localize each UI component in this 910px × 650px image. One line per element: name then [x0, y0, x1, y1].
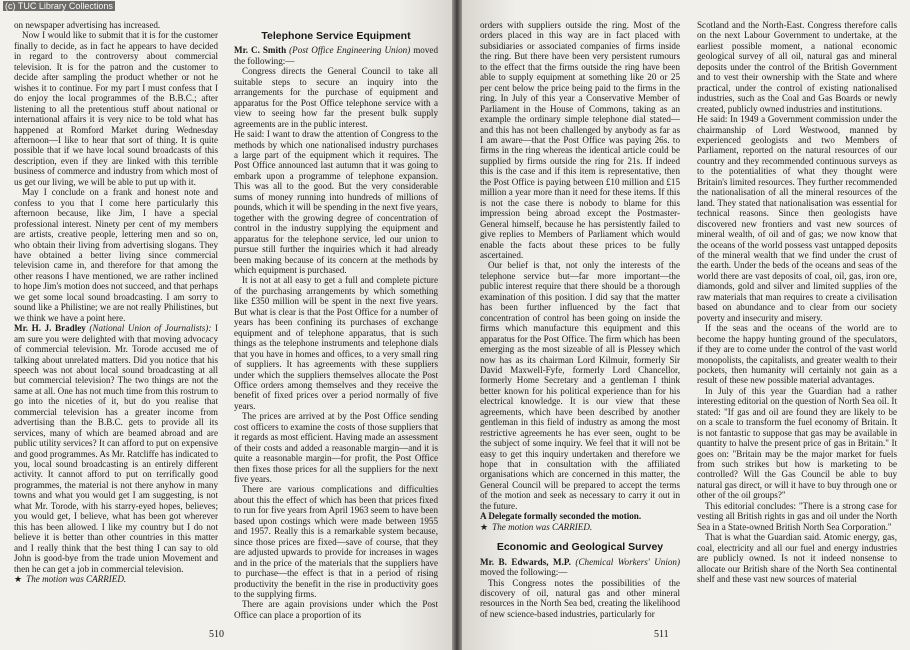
- paragraph: That is what the Guardian said. Atomic energy, gas, coal, electricity and all our fuel and energy industries are publicly owned. Is not it indeed nonsense to allocate our British share of the North Sea continental shelf and these vast new sources of material: [697, 532, 897, 585]
- paragraph: on newspaper advertising has increased.: [14, 20, 161, 30]
- left-page: [0, 0, 452, 650]
- seconded-text: A Delegate formally seconded the motion.: [480, 511, 642, 522]
- paragraph: Our belief is that, not only the interests of the telephone service but—far more important—the public interest require that there should be a thorough examination of this position. I did say that the matter has been further influenced by the fact that concentration of control has been going on inside the firms which manufacture this equipment and this apparatus for the Post Office. The firm which has been emerging as the most sizeable of all is Plessey which now has as its chairman Lord Kilmuir, formerly Sir David Maxwell-Fyfe, formerly Lord Chancellor, formerly Home Secretary and a gentleman I think better known for his political experience than for his electrical knowledge. It is our view that these agreements, which have been described by another gentleman in this field of industry as among the most restrictive agreements he has ever seen, ought to be the subject of some inquiry. We feel that it will not be easy to get this inquiry undertaken and therefore we hope that in consultation with the affiliated organisations which are concerned in this matter, the General Council will be prepared to accept the terms of the motion and seek as necessary to carry it out in the future.: [480, 260, 680, 511]
- paragraph: There are various complications and difficulties about this the effect of which has been that prices fixed to run for five years from April 1963 seem to have been based upon costings which were made between 1955 and 1957. Really this is a remarkable system because, since those prices are fixed—save of course, that they are adjusted upwards to provide for increases in wages and in the price of the materials that the suppliers have to purchase—the effect is that in a period of rising productivity the benefit in the rise in productivity goes to the supplying firms.: [234, 484, 438, 600]
- moved-text: moved the following:—: [480, 567, 568, 578]
- paragraph: In July of this year the Guardian had a rather interesting editorial on the question of North Sea oil. It stated: "If gas and oil are found they are likely to be on a scale to transform the fuel economy of Britain. It is not fantastic to suppose that gas may be available in quantity to halve the present price of gas in Britain." It goes on: "Britain may be the major market for fuels from such strikes but how is marketing to be controlled? Will the Gas Council be able to buy natural gas direct, or will it have to buy through one or other of the oil groups?": [697, 385, 897, 501]
- section-heading: Telephone Service Equipment: [261, 30, 411, 42]
- paragraph: May I conclude on a frank and honest note and confess to you that I come here particularly this afternoon because, like Jim, I have a special professional interest. Ninety per cent of my members are artists, creative people, lettering men and so on, who obtain their living from advertising slogans. They have obtained a better living since commercial television came in, and therefore for that among the other reasons I have mentioned, we are rather inclined to hope Jim's motion does not succeed, and that perhaps we get some local sound broadcasting. I am sorry to sound like a Philistine; we are not really Philistines, but we think we have a point here.: [14, 187, 218, 323]
- paragraph: If the seas and the oceans of the world are to become the happy hunting ground of the speculators, if they are to come under the control of the vast world monopolists, the capitalists, and greater wealth to their pockets, then humanity will certainly not gain as a result of these new possible material advantages.: [697, 323, 897, 386]
- paragraph: orders with suppliers outside the ring. Most of the orders placed in this way are in fact placed with subsidiaries or associated companies of firms inside the ring. But there have been very persistent rumours to the effect that the firms outside the ring have been able to supply equipment at something like 20 or 25 per cent below the price being paid to the firms in the ring. In July of this year a Conservative Member of Parliament in the House of Commons, taking as an example the ordinary simple telephone dial stated—and this has not been challenged by anybody as far as I am aware—that the Post Office was paying 26s. to firms in the ring whereas the identical article could be supplied by firms outside the ring for 21s. If indeed this is the case and if this item is representative, then the Post Office is paying between £10 million and £15 million a year more than it need for these items. If this is not the case there is nobody to blame for this impression being abroad except the Postmaster-General himself, because he has persistently failed to give replies to Members of Parliament which would enable the facts about these prices to be fully ascertained.: [480, 20, 680, 260]
- page-number: 511: [654, 629, 669, 640]
- speaker-union: (National Union of Journalists):: [89, 323, 212, 334]
- speaker-name: Mr. H. J. Bradley: [14, 323, 86, 334]
- speaker-name: Mr. B. Edwards, M.P.: [480, 556, 571, 567]
- paragraph: He said: In 1949 a Government commission under the chairmanship of Lord Westwood, manned by experienced geologists and two Members of Parliament, reported on the natural resources of our country and they recommended continuous surveys as to the potentialities of what they thought were Britain's limited resources. They further recommended the nationalisation of all the mineral resources of the land. They stated that nationalisation was essential for technical reasons. Since then geologists have discovered new frontiers and vast new sources of mineral wealth, of oil and of gas; we now know that the oceans of the world possess vast untapped deposits of the mineral wealth that we find under the crust of the earth. Under the beds of the oceans and seas of the world there are vast deposits of coal, oil, gas, iron ore, diamonds, gold and silver and limited supplies of the raw materials that man requires to create a civilisation based on abundance and to clear from our society poverty and insecurity and misery.: [697, 114, 897, 323]
- speaker-paragraph: [14, 323, 218, 574]
- speaker-name: Mr. C. Smith: [234, 45, 287, 56]
- star-icon: ★: [480, 521, 489, 532]
- moved-text: moved the following:—: [234, 45, 438, 66]
- speaker-paragraph: [480, 557, 680, 578]
- speaker-paragraph: [234, 45, 438, 66]
- resolution-text: Congress directs the General Council to take all suitable steps to secure an inquiry into the arrangements for the purchase of equipment and apparatus for the Post Office telephone service with a view to seeing how far the present bulk supply agreements are in the public interest.: [234, 66, 438, 129]
- watermark: (c) TUC Library Collections: [5, 1, 113, 11]
- left-column-2: [234, 29, 438, 620]
- paragraph: He said: I want to draw the attention of Congress to the methods by which one nationalised industry purchases a large part of the equipment which it requires. The Post Office announced last autumn that it was going to embark upon a programme of telephone expansion. This was all to the good. But the very considerable sums of money running into hundreds of millions of pounds, which it will be spending in the next five years, together with the growing degree of concentration of control in the industry supplying the equipment and apparatus for the telephone service, led our union to pursue still further the inquiries which it had already been making because of its concern at the methods by which equipment is purchased.: [234, 129, 438, 275]
- paragraph: Now I would like to submit that it is for the customer finally to decide, as in fact he appears to have decided in regard to the controversy about commercial television. It is for the patron and the customer to decide after sampling the product whether or not he wishes it to continue. For my part I must confess that I do enjoy the local programmes of the B.B.C.; after listening to all the pretentious stuff about national or international affairs it is very nice to be told what has happened at Romford Market during Wednesday afternoon—I like to hear that sort of thing. It is quite possible that if we have local sound broadcasts of this description, even if they are linked with this terrible business of commerce and industry from which most of us get our living, we will be able to put up with it.: [14, 30, 218, 187]
- speaker-union: (Post Office Engineering Union): [289, 45, 411, 56]
- right-column-1: [480, 20, 680, 619]
- speech-text: I am sure you were delighted with that moving advocacy of commercial television. Mr. Torode accused me of talking about unrelated matters. Did you notice that his speech was not about local sound broadcasting at all but commercial television? The two things are not the same at all. One has not much time from this rostrum to go into the niceties of it, but do you realise that commercial television has a greater income from advertising than the B.B.C. gets to provide all its services, many of which are beamed abroad and are public utility services? It can afford to put on expensive and good programmes. As Mr. Ratcliffe has indicated to you, local sound broadcasting is an entirely different activity. It cannot afford to put on terrifically good programmes, the material is not there anyhow in many towns and what you would get I am suggesting, is not what Mr. Torode, with his starry-eyed hopes, believes; you would get, I believe, what has been got wherever this has been allowed. I like my country but I do not believe it is better than other countries in this matter and I really think that the best thing I can say to old John is good-bye from the trade union Movement and then he can get a job in commercial television.: [14, 323, 218, 574]
- speaker-union: (Chemical Workers' Union): [575, 556, 680, 567]
- star-icon: ★: [14, 574, 23, 585]
- book-gutter: [452, 0, 462, 650]
- section-heading: Economic and Geological Survey: [496, 541, 664, 554]
- page-number: 510: [209, 629, 224, 640]
- paragraph: This editorial concludes: "There is a strong case for vesting all British rights in gas and oil under the North Sea in a State-owned British North Sea Corporation.": [697, 500, 897, 532]
- paragraph: The prices are arrived at by the Post Office sending cost officers to examine the costs of those suppliers that it regards as most efficient. Having made an assessment of their costs and added a reasonable margin—and it is quite a reasonable margin—for profit, the Post Office then fixes those prices for all the suppliers for the next five years.: [234, 411, 438, 485]
- right-page: [462, 0, 910, 650]
- left-column-1: [14, 20, 218, 584]
- motion-text: The motion was CARRIED.: [26, 574, 127, 585]
- resolution-text: Scotland and the North-East. Congress therefore calls on the next Labour Government to undertake, at the earliest possible moment, a national economic geological survey of all oil, natural gas and mineral deposits under the control of the British Government and to vest their ownership with the State and where practical, under the control of existing nationalised industries, such as the Coal and Gas Boards or newly created, publicly owned industries and institutions.: [697, 20, 897, 114]
- motion-result: [14, 574, 218, 584]
- paragraph: There are again provisions under which the Post Office can place a proportion of its: [234, 599, 438, 620]
- paragraph: It is not at all easy to get a full and complete picture of the purchasing arrangements by which something like £350 million will be spent in the next five years. But what is clear is that the Post Office for a number of years has been confining its purchases of exchange equipment and of telephone apparatus, that is such things as the telephone instruments and telephone dials that you have in homes and offices, to a very small ring of suppliers. It has agreements with these suppliers under which the suppliers themselves allocate the Post Office orders among themselves and they receive the benefit of fixed prices over a period normally of five years.: [234, 275, 438, 411]
- motion-text: The motion was CARRIED.: [492, 521, 593, 532]
- resolution-text: This Congress notes the possibilities of the discovery of oil, natural gas and other mineral resources in the North Sea bed, creating the likelihood of new science-based industries, particularly for: [480, 577, 680, 619]
- right-column-2: [697, 20, 897, 584]
- motion-result: [480, 522, 680, 532]
